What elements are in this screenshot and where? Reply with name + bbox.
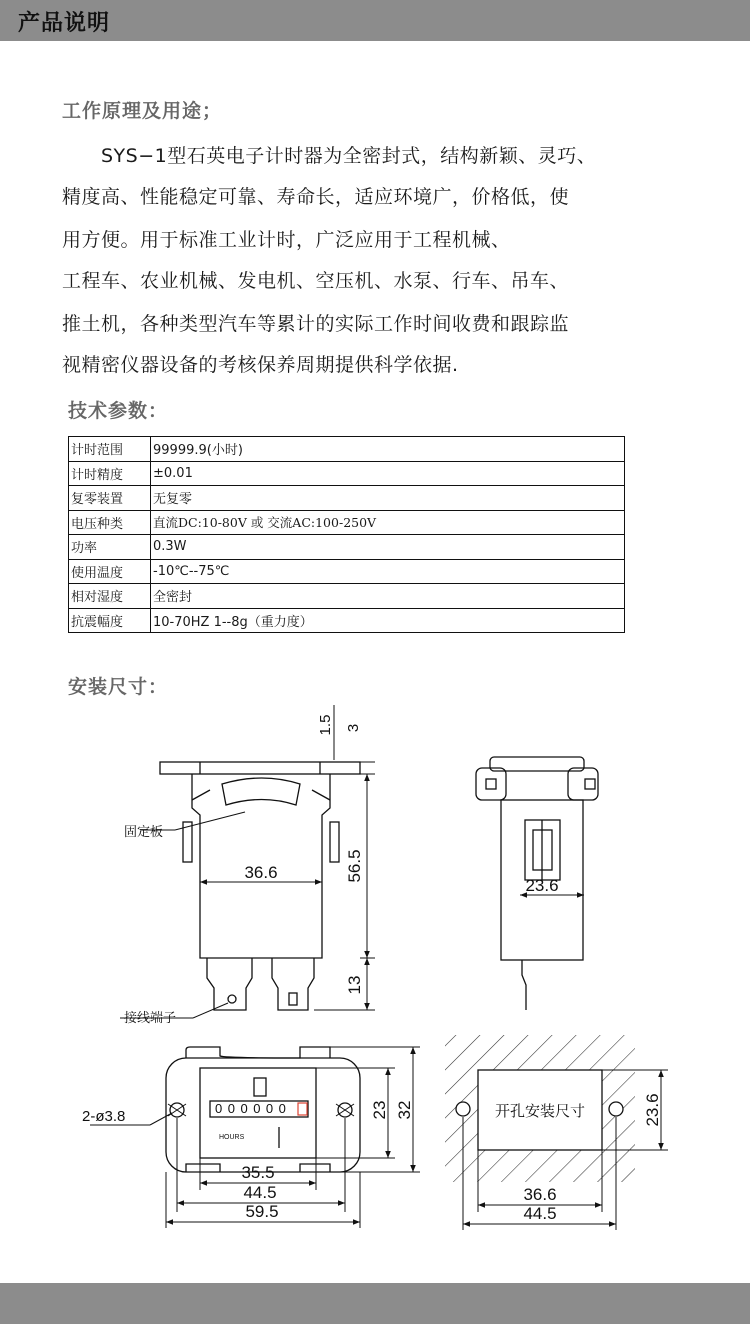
description-line: SYS−1型石英电子计时器为全密封式，结构新颖、灵巧、 xyxy=(62,145,597,167)
counter-display xyxy=(215,1101,291,1116)
spec-label: 抗震幅度 xyxy=(69,608,151,633)
dim-13: 13 xyxy=(345,975,364,995)
spec-value: -10℃--75℃ xyxy=(151,559,625,584)
cutout-label: 开孔安装尺寸 xyxy=(494,1103,586,1120)
table-row xyxy=(69,535,625,560)
table-row xyxy=(69,608,625,633)
spec-label: 相对湿度 xyxy=(69,584,151,609)
spec-table xyxy=(68,436,625,633)
description-line: 用方便。用于标准工业计时，广泛应用于工程机械、 xyxy=(62,229,511,251)
dim-32: 32 xyxy=(395,1100,414,1120)
description-line: 精度高、性能稳定可靠、寿命长，适应环境广，价格低，使 xyxy=(62,186,570,208)
dim-23-6-side: 23.6 xyxy=(525,876,559,895)
spec-value: 99999.9(小时) xyxy=(151,437,625,462)
description-line: 视精密仪器设备的考核保养周期提供科学依据. xyxy=(62,354,459,376)
terminal-label: 接线端子 xyxy=(124,1010,177,1025)
spec-value: 0.3W xyxy=(151,535,625,560)
table-row xyxy=(69,559,625,584)
spec-label: 复零装置 xyxy=(69,486,151,511)
table-row xyxy=(69,510,625,535)
header-title: 产品说明 xyxy=(18,11,111,36)
table-row xyxy=(69,486,625,511)
counter-digits: 000000 xyxy=(215,1101,292,1116)
dim-1-5: 1.5 xyxy=(317,714,334,736)
dim-56-5: 56.5 xyxy=(345,849,364,883)
spec-value: ±0.01 xyxy=(151,461,625,486)
counter-red-digit-icon xyxy=(298,1103,307,1115)
spec-label: 功率 xyxy=(69,535,151,560)
header-bar xyxy=(0,0,750,41)
spec-label: 计时范围 xyxy=(69,437,151,462)
fixing-plate-label: 固定板 xyxy=(124,824,164,839)
principle-heading: 工作原理及用途； xyxy=(62,100,223,122)
table-row xyxy=(69,437,625,462)
holes-label: 2-ø3.8 xyxy=(82,1108,126,1125)
spec-value: 10-70HZ 1--8g（重力度） xyxy=(151,608,625,633)
dim-23: 23 xyxy=(370,1100,389,1120)
dim-23-6-cutout: 23.6 xyxy=(643,1093,662,1127)
table-row xyxy=(69,584,625,609)
footer-bar xyxy=(0,1283,750,1324)
dim-3: 3 xyxy=(345,723,362,733)
description-line: 工程车、农业机械、发电机、空压机、水泵、行车、吊车、 xyxy=(62,270,570,292)
dim-44-5: 44.5 xyxy=(243,1183,277,1202)
spec-label: 电压种类 xyxy=(69,510,151,535)
hours-label: HOURS xyxy=(219,1134,245,1141)
spec-value: 无复零 xyxy=(151,486,625,511)
description-line: 推土机，各种类型汽车等累计的实际工作时间收费和跟踪监 xyxy=(62,313,570,335)
spec-label: 使用温度 xyxy=(69,559,151,584)
dim-36-6-cutout: 36.6 xyxy=(523,1185,557,1204)
dim-35-5: 35.5 xyxy=(241,1163,275,1182)
dim-36-6-front: 36.6 xyxy=(244,863,278,882)
dimensions-heading: 安装尺寸： xyxy=(68,676,169,698)
dimension-drawing xyxy=(0,690,750,1250)
spec-value: 全密封 xyxy=(151,584,625,609)
front-view xyxy=(160,762,360,1010)
spec-label: 计时精度 xyxy=(69,461,151,486)
params-heading: 技术参数： xyxy=(68,400,169,422)
spec-value: 直流DC:10-80V 或 交流AC:100-250V xyxy=(151,510,625,535)
dim-44-5-cutout: 44.5 xyxy=(523,1204,557,1223)
table-row xyxy=(69,461,625,486)
dim-59-5: 59.5 xyxy=(245,1202,279,1221)
